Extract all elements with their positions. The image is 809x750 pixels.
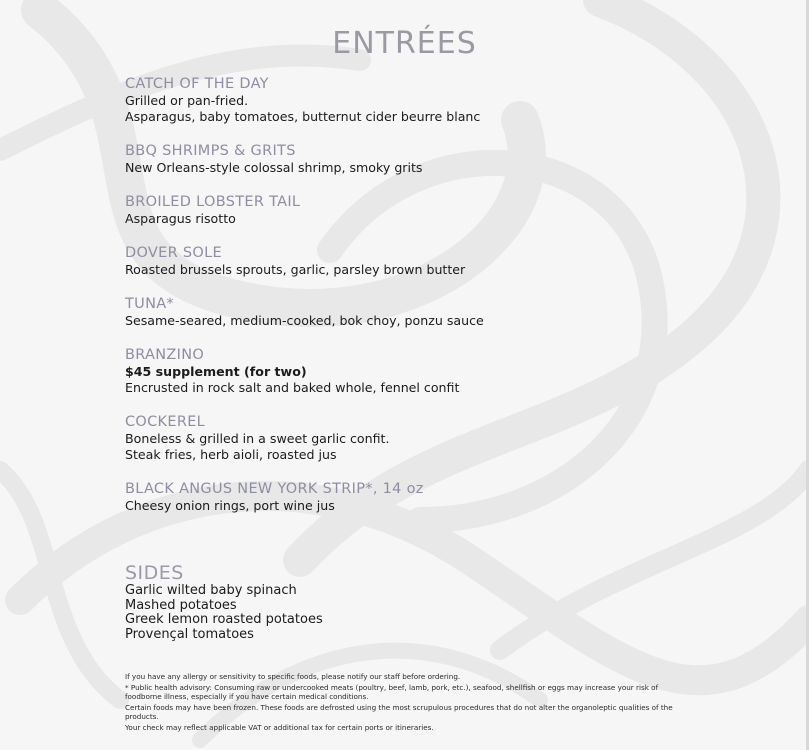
menu-item-description: Asparagus risotto [125,211,236,226]
footnote: Certain foods may have been frozen. These foods are defrosted using the most scrupulous procedures that do not alter the organoleptic qualities of the products. [125,702,673,721]
menu-item-portion: , 14 oz [372,481,424,497]
menu-item-title: TUNA* [125,296,174,312]
footnote: If you have any allergy or sensitivity to specific foods, please notify our staff before ordering. [125,672,461,681]
menu-item-description: Asparagus, baby tomatoes, butternut cider beurre blanc [125,109,481,124]
menu-item-description: Steak fries, herb aioli, roasted jus [125,447,337,462]
menu-item-description: New Orleans-style colossal shrimp, smoky grits [125,160,423,175]
menu-item-name [125,296,484,313]
page-title: ENTRÉES [332,26,477,61]
menu-item-description: Sesame-seared, medium-cooked, bok choy, ponzu sauce [125,313,484,328]
menu-item-name [125,481,484,498]
side-item: Mashed potatoes [125,597,237,613]
menu-item-name [125,194,484,211]
sides-section [125,562,323,642]
menu-item-title: DOVER SOLE [125,245,222,261]
menu-item-description: Boneless & grilled in a sweet garlic confit. [125,431,390,446]
footnotes [125,673,690,735]
menu-item-name [125,347,484,364]
entree-list [125,76,484,532]
menu-item-description: Cheesy onion rings, port wine jus [125,498,335,513]
menu-item [125,194,484,227]
footnote: * Public health advisory: Consuming raw or undercooked meats (poultry, beef, lamb, pork, etc.), seafood, shellfish or eggs may increase your risk of foodborne illness, especially if you have certain medical conditions. [125,683,659,701]
menu-item [125,414,484,463]
menu-item-name [125,143,484,160]
menu-item-title: CATCH OF THE DAY [125,76,269,92]
menu-item [125,76,484,125]
side-item: Provençal tomatoes [125,626,254,642]
menu-item-supplement: $45 supplement (for two) [125,364,307,379]
menu-item-name [125,76,484,93]
sides-title: SIDES [125,562,184,584]
menu-item-title: COCKEREL [125,414,206,430]
menu-item-title: BLACK ANGUS NEW YORK STRIP* [125,481,373,497]
menu-item-title: BRANZINO [125,347,205,363]
menu-item-title: BROILED LOBSTER TAIL [125,194,301,210]
side-item: Greek lemon roasted potatoes [125,612,323,628]
menu-item-description: Encrusted in rock salt and baked whole, fennel confit [125,380,460,395]
menu-item [125,245,484,278]
sides-list [125,584,323,642]
menu-item [125,481,484,514]
menu-item-description: Roasted brussels sprouts, garlic, parsley brown butter [125,262,466,277]
side-item: Garlic wilted baby spinach [125,583,297,598]
menu-item-title: BBQ SHRIMPS & GRITS [125,143,296,159]
footnote: Your check may reflect applicable VAT or additional tax for certain ports or itineraries. [125,722,434,732]
menu-item [125,296,484,329]
menu-item-name [125,414,484,431]
menu-item-description: Grilled or pan-fried. [125,93,249,108]
menu-item-name [125,245,484,262]
menu-item [125,347,484,396]
menu-item [125,143,484,176]
